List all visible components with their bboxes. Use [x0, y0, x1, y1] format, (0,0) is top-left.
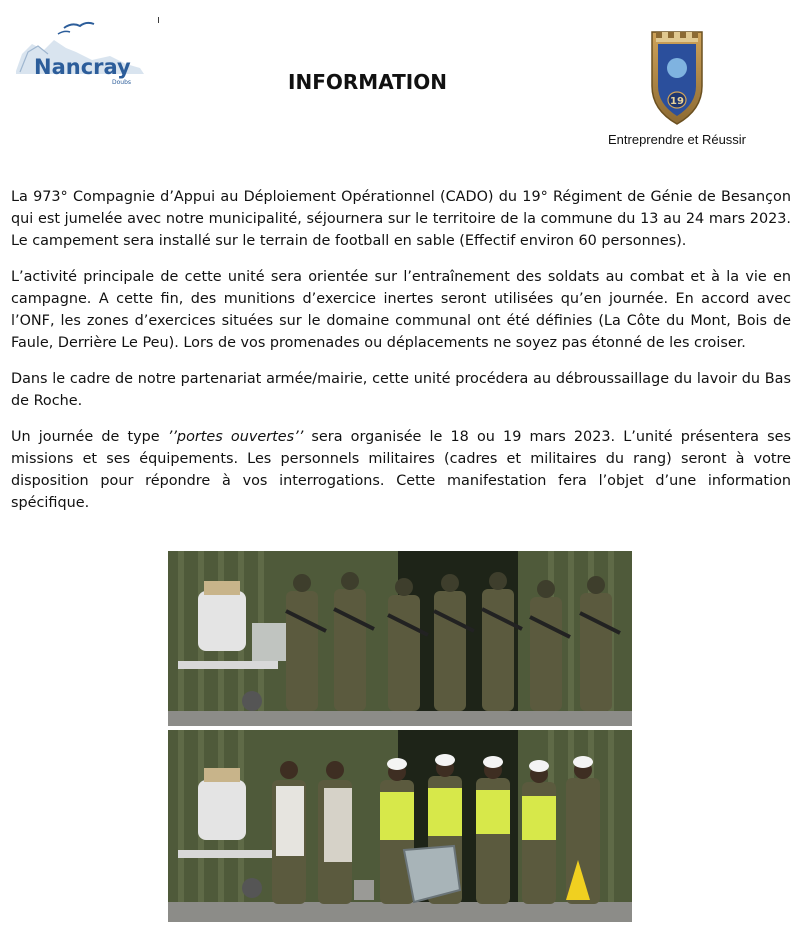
paragraph-3: Dans le cadre de notre partenariat armée/mairie, cette unité procédera au débroussaillage du lavoir du Bas de Roche. — [11, 371, 791, 409]
photo-soldiers-armed — [168, 551, 632, 726]
logo-subtext: Doubs — [112, 79, 132, 86]
regiment-emblem — [648, 28, 706, 126]
photo-soldiers-equipment — [168, 730, 632, 922]
portes-ouvertes: ’’portes ouvertes’’ — [167, 429, 304, 445]
paragraph-2: L’activité principale de cette unité sera orientée sur l’entraînement des soldats au combat et à la vie en campagne. A cette fin, des munitions d’exercice inertes seront utilisées qu’en journée. En accord avec l’ONF, les zones d’exercices situées sur le domaine communal ont été définies (La Côte du Mont, Bois de Faule, Derrière Le Peu). Lors de vos promenades ou déplacements ne soyez pas étonné de les croiser. — [11, 269, 791, 351]
motto: Entreprendre et Réussir — [608, 132, 747, 147]
logo-text: Nancray — [34, 55, 131, 79]
emblem-number: 19 — [670, 96, 684, 107]
paragraph-1: La 973° Compagnie d’Appui au Déploiement Opérationnel (CADO) du 19° Régiment de Génie de Besançon qui est jumelée avec notre municipalité, séjournera sur le territoire de la commune du 13 au 24 mars 2023. Le campement sera installé sur le terrain de football en sable (Effectif environ 60 personnes). — [11, 189, 791, 249]
body-text — [11, 186, 791, 528]
paragraph-4: Un journée de type ’’portes ouvertes’’ sera organisée le 18 ou 19 mars 2023. L’unité présentera ses missions et ses équipements. Les personnels militaires (cadres et militaires du rang) seront à votre disposition pour répondre à vos interrogations. Cette manifestation fera l’objet d’une information spécifique. — [11, 429, 791, 511]
soldiers-photos — [168, 551, 632, 922]
page-title: INFORMATION — [288, 70, 447, 94]
header-mark: ı — [157, 14, 161, 26]
